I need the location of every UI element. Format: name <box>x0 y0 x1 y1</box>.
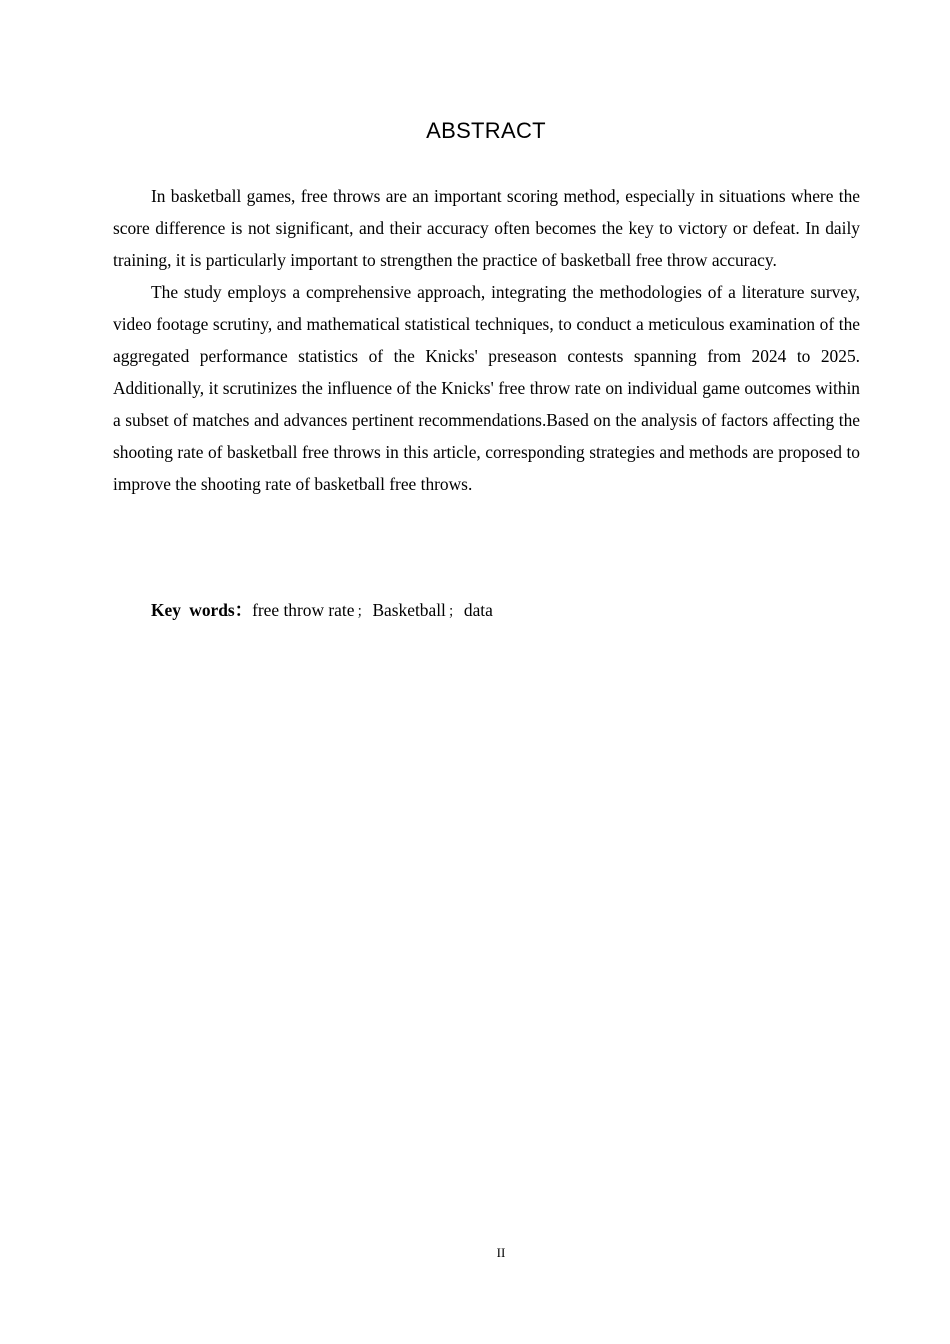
keyword-item: data <box>463 600 493 620</box>
keywords-label: Key words： <box>151 600 253 620</box>
keyword-item: Basketball <box>372 600 446 620</box>
abstract-body <box>113 180 860 500</box>
abstract-paragraph-2: The study employs a comprehensive approach, integrating the methodologies of a literature survey, video footage scrutiny, and mathematical statistical techniques, to conduct a meticulous examination of the aggregated performance statistics of the Knicks' preseason contests spanning from 2024 to 2025. Additionally, it scrutinizes the influence of the Knicks' free throw rate on individual game outcomes within a subset of matches and advances pertinent recommendations.Based on the analysis of factors affecting the shooting rate of basketball free throws in this article, corresponding strategies and methods are proposed to improve the shooting rate of basketball free throws. <box>113 282 860 494</box>
keyword-separator: ； <box>447 605 462 620</box>
abstract-paragraph-1: In basketball games, free throws are an important scoring method, especially in situations where the score difference is not significant, and their accuracy often becomes the key to victory or defeat. In daily training, it is particularly important to strengthen the practice of basketball free throw accuracy. <box>113 186 860 270</box>
keyword-item: free throw rate <box>252 600 355 620</box>
abstract-title: ABSTRACT <box>426 118 546 143</box>
page-number: II <box>496 1245 506 1260</box>
keyword-separator: ； <box>356 605 371 620</box>
keywords-line <box>151 596 493 627</box>
